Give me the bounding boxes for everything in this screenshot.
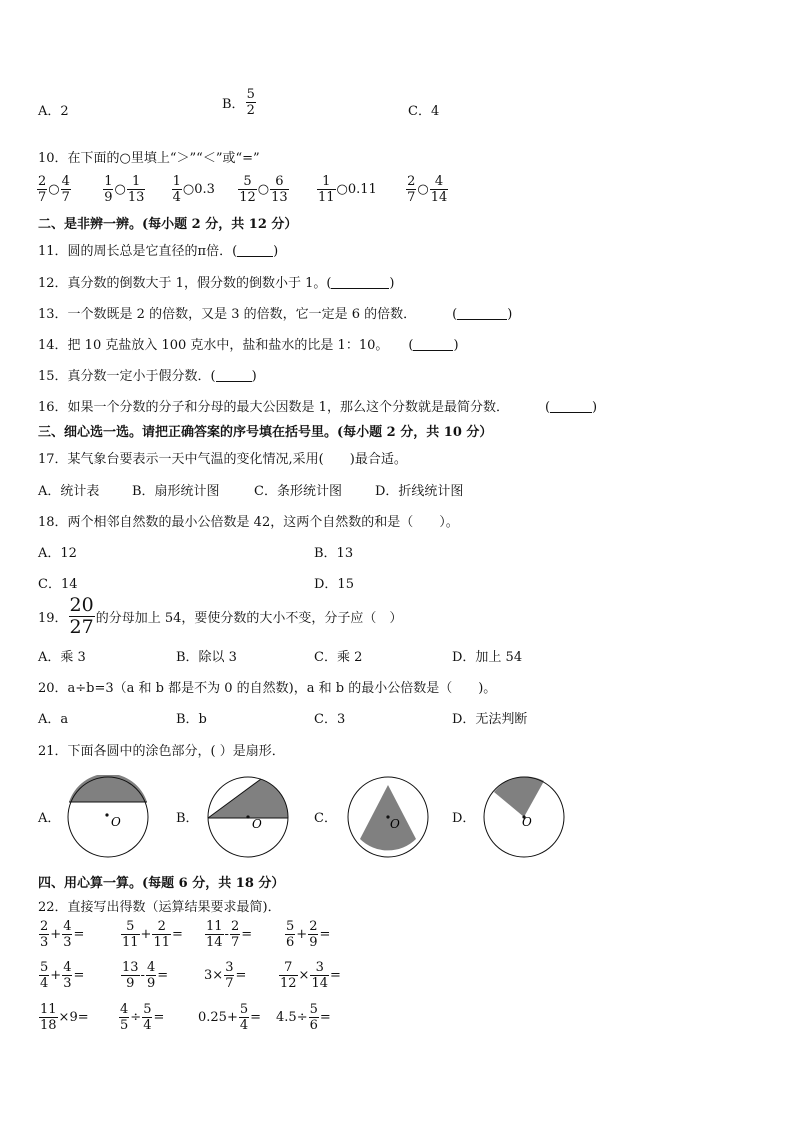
q21-circle-c [346, 775, 430, 859]
q19-option-a: A．乘 3 [38, 650, 86, 665]
q17-option-d: D．折线统计图 [375, 484, 464, 499]
shaded-region [69, 775, 147, 802]
q11: 11．圆的周长总是它直径的π倍．( ) [38, 244, 279, 259]
q13: 13．一个数既是 2 的倍数，又是 3 的倍数，它一定是 6 的倍数． ( ) [38, 307, 513, 322]
q10-items [36, 175, 449, 204]
q10-item-4: $\frac{5}{12}$ ○ $\frac{6}{13}$ [239, 174, 288, 205]
q17-option-c: C．条形统计图 [254, 484, 342, 499]
calc-3: $\frac{11}{14}$ - $\frac{2}{7}$ = [206, 919, 253, 950]
center-label: O [252, 817, 262, 831]
calc-9: $\frac{11}{18}$ ×9= [40, 1002, 89, 1033]
q18-option-b: B．13 [314, 546, 354, 561]
fraction: $\frac{5}{2}$ [246, 87, 255, 118]
fraction: $\frac{20}{27}$ [69, 594, 94, 638]
calc-11: 0.25+ $\frac{5}{4}$ = [198, 1002, 262, 1033]
q20: 20．a÷b=3（a 和 b 都是不为 0 的自然数)，a 和 b 的最小公倍数是（ )。 [38, 681, 497, 696]
q21-option-b: B． [176, 811, 199, 826]
q10-item-2: $\frac{1}{9}$ ○ $\frac{1}{13}$ [104, 174, 145, 205]
q21: 21．下面各圆中的涂色部分，( ）是扇形． [38, 744, 285, 759]
section-4-heading: 四、用心算一算。(每题 6 分，共 18 分） [38, 876, 285, 891]
q19: 19． $\frac{20}{27}$ 的分母加上 54，要使分数的大小不变，分子应（ ） [38, 594, 403, 638]
calc-2: $\frac{5}{11}$ + $\frac{2}{11}$ = [122, 919, 183, 950]
q17: 17．某气象台要表示一天中气温的变化情况,采用( )最合适。 [38, 452, 407, 467]
q20-option-c: C．3 [314, 712, 346, 727]
section-2-heading: 二、是非辨一辨。(每小题 2 分，共 12 分） [38, 217, 298, 232]
q18-option-d: D．15 [314, 577, 354, 592]
shaded-region [494, 777, 544, 817]
q16: 16．如果一个分数的分子和分母的最大公因数是 1，那么这个分数就是最简分数． ( ) [38, 400, 598, 415]
center-label: O [390, 817, 400, 831]
q10-item-1: $\frac{2}{7}$ ○ $\frac{4}{7}$ [38, 174, 70, 205]
q10-item-5: $\frac{1}{11}$ ○0.11 [317, 174, 377, 205]
q9-option-c: C．4 [408, 104, 440, 119]
shaded-region [208, 779, 288, 818]
q21-circle-a [66, 775, 150, 859]
q10-item-3: $\frac{1}{4}$ ○0.3 [172, 174, 215, 205]
q9-option-b: B． $\frac{5}{2}$ [222, 87, 255, 118]
calc-5: $\frac{5}{4}$ + $\frac{4}{3}$ = [40, 960, 85, 991]
q20-option-b: B．b [176, 712, 207, 727]
calc-7: 3× $\frac{3}{7}$ = [204, 960, 247, 991]
q14: 14．把 10 克盐放入 100 克水中，盐和盐水的比是 1：10。 ( ) [38, 338, 459, 353]
section-3-heading: 三、细心选一选。请把正确答案的序号填在括号里。(每小题 2 分，共 10 分） [38, 425, 493, 440]
q15: 15．真分数一定小于假分数．( ) [38, 369, 257, 384]
calc-6: $\frac{13}{9}$ - $\frac{4}{9}$ = [122, 960, 169, 991]
q18-option-a: A．12 [38, 546, 77, 561]
q20-option-a: A．a [38, 712, 69, 727]
q10-stem: 10．在下面的○里填上“＞”“＜”或“=” [38, 151, 260, 166]
calc-4: $\frac{5}{6}$ + $\frac{2}{9}$ = [286, 919, 331, 950]
q21-circle-b [206, 775, 290, 859]
q21-option-a: A． [38, 811, 61, 826]
q22: 22．直接写出得数（运算结果要求最简)． [38, 900, 281, 915]
calc-1: $\frac{2}{3}$ + $\frac{4}{3}$ = [40, 919, 85, 950]
q18-option-c: C．14 [38, 577, 78, 592]
q21-circle-d [482, 775, 566, 859]
center-label: O [111, 815, 121, 829]
center-label: O [522, 815, 532, 829]
q9-option-a: A．2 [38, 104, 69, 119]
q17-option-a: A．统计表 [38, 484, 100, 499]
calc-8: $\frac{7}{12}$ × $\frac{3}{14}$ = [280, 960, 341, 991]
q20-option-d: D．无法判断 [452, 712, 528, 727]
q12: 12．真分数的倒数大于 1，假分数的倒数小于 1。( ) [38, 276, 395, 291]
q21-option-d: D． [452, 811, 476, 826]
calc-10: $\frac{4}{5}$ ÷ $\frac{5}{4}$ = [120, 1002, 165, 1033]
q10-item-6: $\frac{2}{7}$ ○ $\frac{4}{14}$ [407, 174, 448, 205]
q21-option-c: C． [314, 811, 337, 826]
q19-option-b: B．除以 3 [176, 650, 237, 665]
calc-12: 4.5÷ $\frac{5}{6}$ = [276, 1002, 331, 1033]
q17-option-b: B．扇形统计图 [132, 484, 220, 499]
q19-option-c: C．乘 2 [314, 650, 363, 665]
q18: 18．两个相邻自然数的最小公倍数是 42，这两个自然数的和是（ ）。 [38, 515, 459, 530]
q19-option-d: D．加上 54 [452, 650, 523, 665]
